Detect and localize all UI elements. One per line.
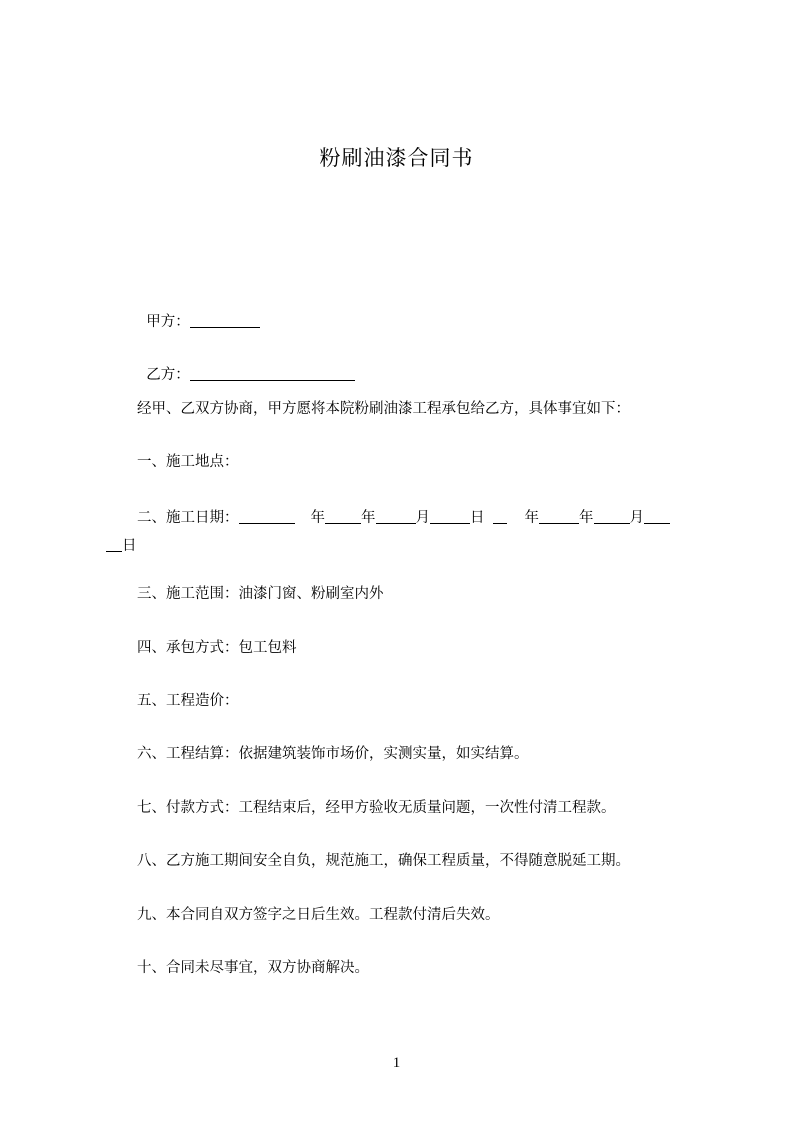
clause-2-row-1 — [106, 504, 706, 532]
date-blank[interactable] — [644, 509, 670, 524]
date-blank[interactable] — [325, 509, 361, 524]
date-unit-day: 日 — [470, 510, 485, 526]
clause-4: 四、承包方式：包工包料 — [137, 640, 297, 656]
party-a-label: 甲方： — [146, 314, 190, 330]
party-b-label: 乙方： — [146, 367, 190, 383]
clause-9: 九、本合同自双方签字之日后生效。工程款付清后失效。 — [137, 907, 500, 923]
clause-6: 六、工程结算：依据建筑装饰市场价，实测实量，如实结算。 — [137, 746, 529, 762]
clause-5: 五、工程造价： — [137, 693, 239, 709]
clause-3: 三、施工范围：油漆门窗、粉刷室内外 — [137, 586, 384, 602]
clause-1: 一、施工地点： — [137, 454, 239, 470]
date-unit-month: 月 — [629, 510, 644, 526]
date-unit-day: 日 — [122, 538, 137, 554]
date-blank[interactable] — [239, 509, 295, 524]
date-blank[interactable] — [594, 509, 630, 524]
clause-2-row-2 — [106, 532, 706, 560]
clause-7: 七、付款方式：工程结束后，经甲方验收无质量问题，一次性付清工程款。 — [137, 800, 616, 816]
party-a-line — [137, 292, 260, 332]
date-unit-year: 年 — [361, 510, 376, 526]
date-unit-year: 年 — [524, 510, 539, 526]
document-title: 粉刷油漆合同书 — [319, 146, 474, 170]
clause-2-label: 二、施工日期： — [137, 510, 239, 526]
date-unit-year: 年 — [579, 510, 594, 526]
party-b-line — [137, 345, 355, 385]
page-number: 1 — [392, 1055, 401, 1071]
date-unit-year: 年 — [310, 510, 325, 526]
intro-paragraph: 经甲、乙双方协商，甲方愿将本院粉刷油漆工程承包给乙方，具体事宜如下： — [137, 401, 630, 417]
party-b-blank[interactable] — [190, 366, 355, 381]
date-blank[interactable] — [106, 537, 122, 552]
date-blank[interactable] — [539, 509, 579, 524]
clause-10: 十、合同未尽事宜，双方协商解决。 — [137, 960, 369, 976]
date-unit-month: 月 — [415, 510, 430, 526]
date-blank[interactable] — [376, 509, 416, 524]
clause-8: 八、乙方施工期间安全自负，规范施工，确保工程质量，不得随意脱延工期。 — [137, 853, 630, 869]
date-blank[interactable] — [493, 509, 507, 524]
clause-2-date — [106, 504, 706, 560]
party-a-blank[interactable] — [190, 313, 260, 328]
date-blank[interactable] — [430, 509, 470, 524]
